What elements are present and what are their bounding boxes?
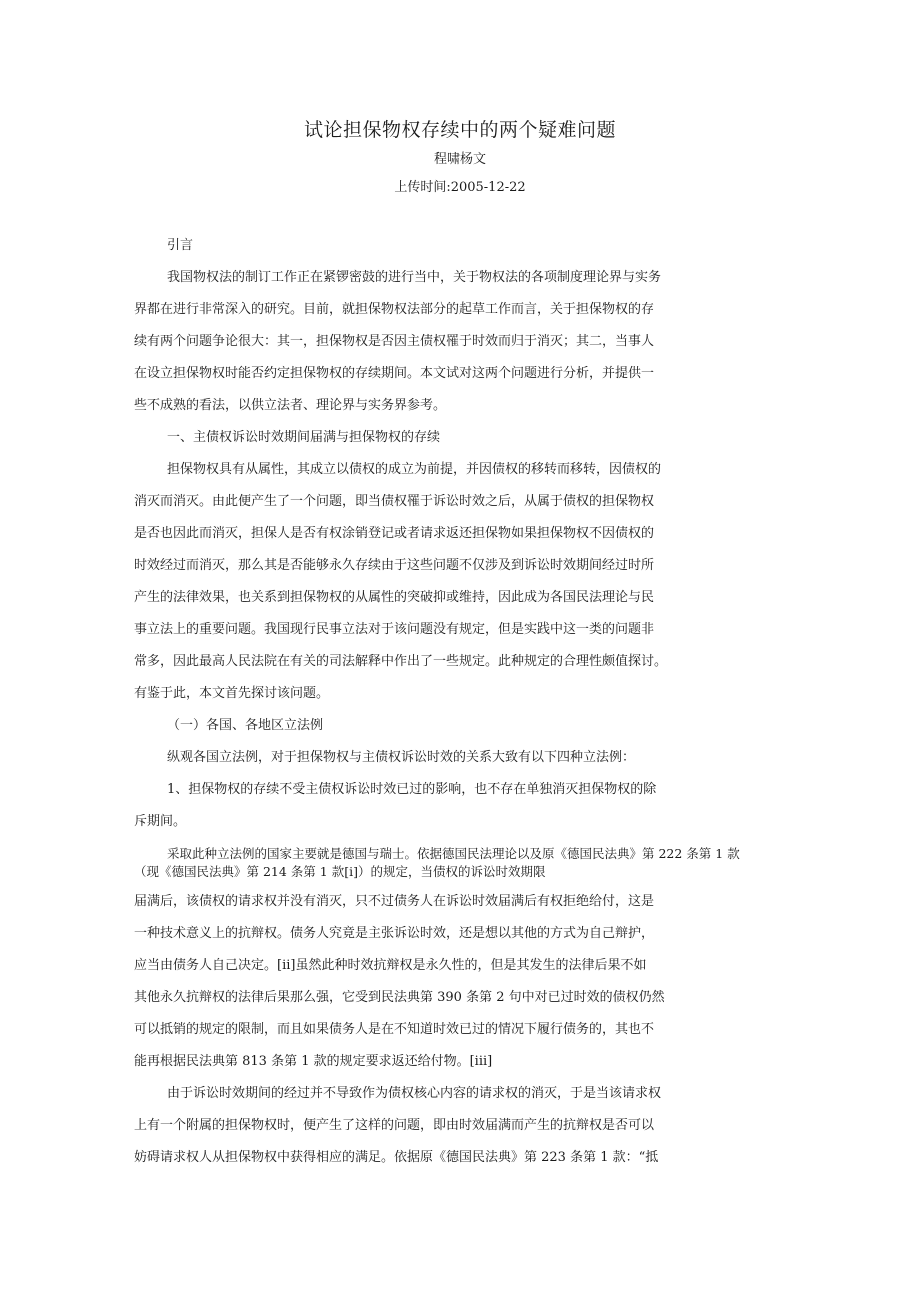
text-line: 是否也因此而消灭，担保人是否有权涂销登记或者请求返还担保物如果担保物权不因债权的 [134,526,655,541]
text-line: 应当由债务人自己决定。[ii]虽然此种时效抗辩权是永久性的，但是其发生的法律后果不如 [134,958,647,973]
section-heading: 一、主债权诉讼时效期间届满与担保物权的存续 [167,430,441,445]
text-line: 由于诉讼时效期间的经过并不导致作为债权核心内容的请求权的消灭，于是当该请求权 [167,1086,662,1101]
text-line: 斥期间。 [134,814,187,829]
text-line: 妨碍请求权人从担保物权中获得相应的满足。依据原《德国民法典》第 223 条第 1 款：“抵 [134,1150,659,1165]
text-line: 上有一个附属的担保物权时，便产生了这样的问题，即由时效届满而产生的抗辩权是否可以 [134,1118,655,1133]
text-line: 担保物权具有从属性，其成立以债权的成立为前提，并因债权的移转而移转，因债权的 [167,462,662,477]
text-line: （现《德国民法典》第 214 条第 1 款[i]）的规定，当债权的诉讼时效期限 [134,864,546,879]
text-line: 消灭而消灭。由此便产生了一个问题，即当债权罹于诉讼时效之后，从属于债权的担保物权 [134,494,655,509]
text-line: 界都在进行非常深入的研究。目前，就担保物权法部分的起草工作而言，关于担保物权的存 [134,302,655,317]
text-line: 续有两个问题争论很大：其一，担保物权是否因主债权罹于时效而归于消灭；其二，当事人 [134,334,655,349]
text-line: 纵观各国立法例，对于担保物权与主债权诉讼时效的关系大致有以下四种立法例： [167,750,636,765]
subsection-heading: （一）各国、各地区立法例 [167,718,324,733]
document-title: 试论担保物权存续中的两个疑难问题 [303,119,616,141]
text-line: 事立法上的重要问题。我国现行民事立法对于该问题没有规定，但是实践中这一类的问题非 [134,622,655,637]
document-authors: 程啸杨文 [433,152,486,167]
text-line: 其他永久抗辩权的法律后果那么强，它受到民法典第 390 条第 2 句中对已过时效的债权仍然 [134,990,665,1005]
text-line: 届满后，该债权的请求权并没有消灭，只不过债务人在诉讼时效届满后有权拒绝给付，这是 [134,894,655,909]
text-line: 时效经过而消灭，那么其是否能够永久存续由于这些问题不仅涉及到诉讼时效期间经过时所 [134,558,655,573]
text-line: 在设立担保物权时能否约定担保物权的存续期间。本文试对这两个问题进行分析，并提供一 [134,366,655,381]
text-line: 些不成熟的看法，以供立法者、理论界与实务界参考。 [134,398,447,413]
text-line: 采取此种立法例的国家主要就是德国与瑞士。依据德国民法理论以及原《德国民法典》第 222 条第 1 款 [167,846,740,861]
text-line: 产生的法律效果，也关系到担保物权的从属性的突破抑或维持，因此成为各国民法理论与民 [134,590,655,605]
text-line: 可以抵销的规定的限制，而且如果债务人是在不知道时效已过的情况下履行债务的，其也不 [134,1022,655,1037]
text-line: 常多，因此最高人民法院在有关的司法解释中作出了一些规定。此种规定的合理性颇值探讨。 [134,654,668,669]
text-line: 1、担保物权的存续不受主债权诉讼时效已过的影响，也不存在单独消灭担保物权的除 [167,782,657,797]
text-line: 有鉴于此，本文首先探讨该问题。 [134,686,330,701]
text-line: 一种技术意义上的抗辩权。债务人究竟是主张诉讼时效，还是想以其他的方式为自己辩护， [134,926,655,941]
text-line: 引言 [167,238,194,253]
upload-time: 上传时间:2005-12-22 [394,180,526,195]
text-line: 我国物权法的制订工作正在紧锣密鼓的进行当中，关于物权法的各项制度理论界与实务 [167,270,662,285]
text-line: 能再根据民法典第 813 条第 1 款的规定要求返还给付物。[iii] [134,1054,493,1069]
